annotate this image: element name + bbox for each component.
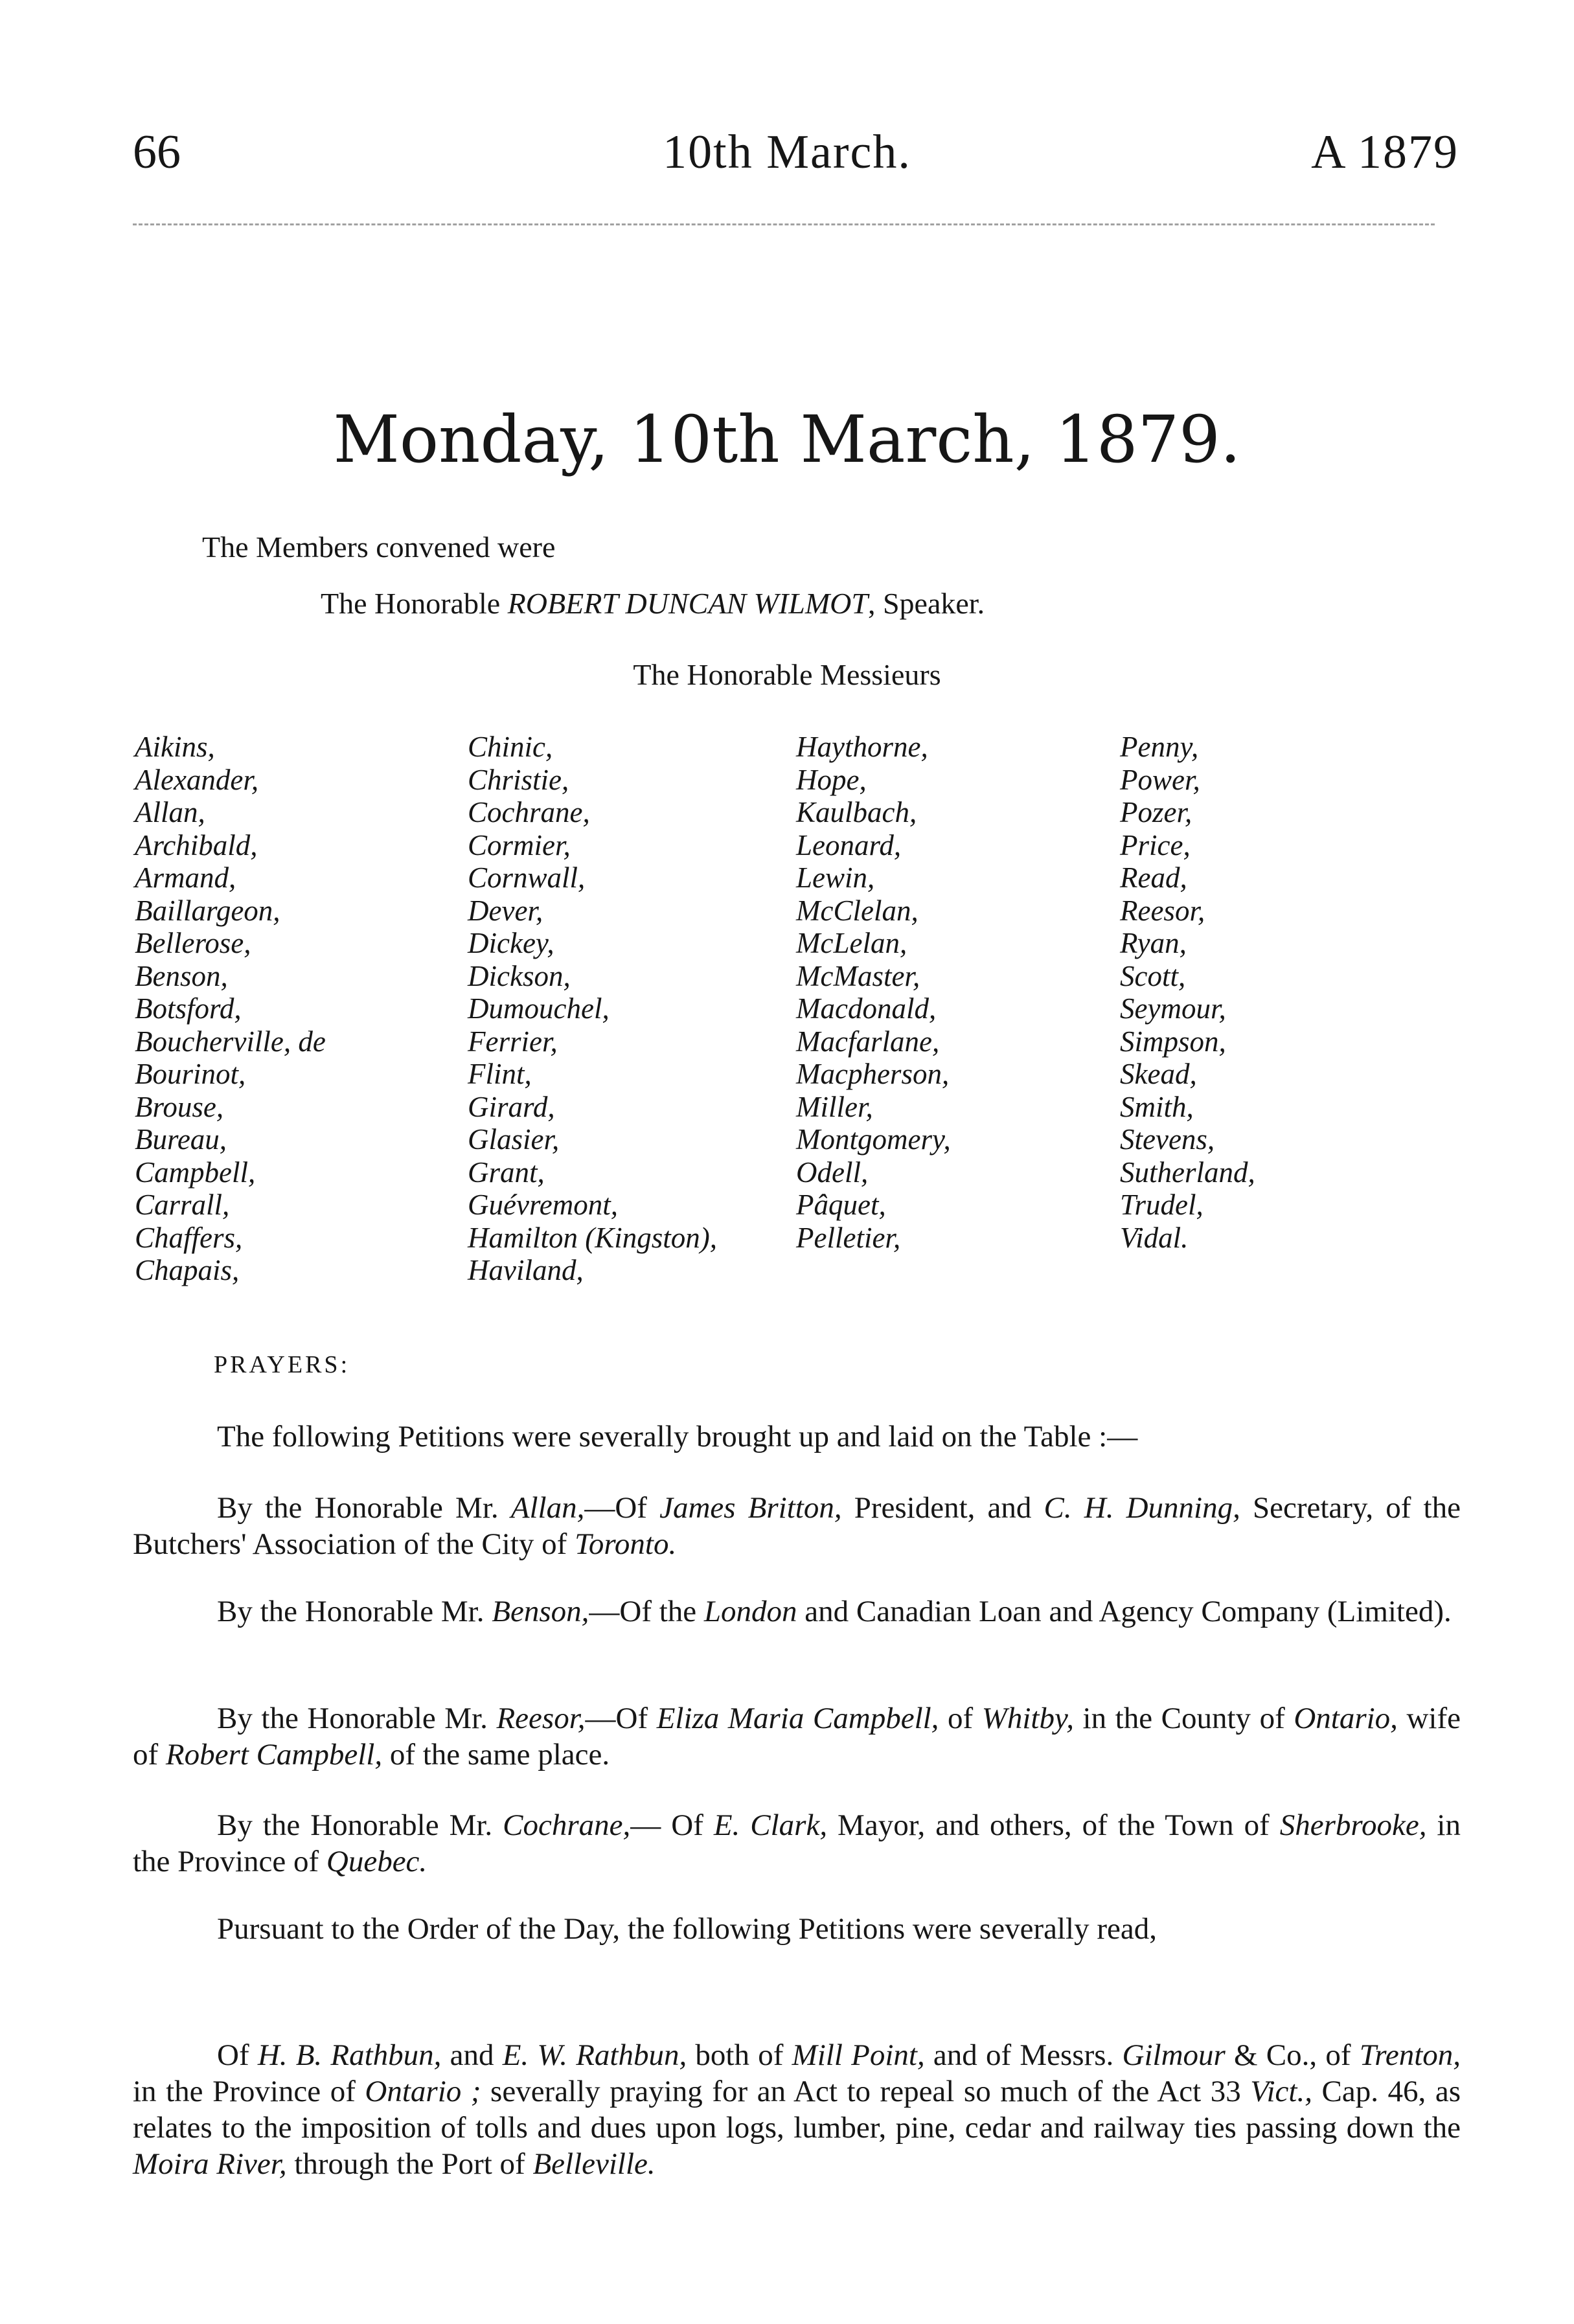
body-text: both of bbox=[687, 2038, 792, 2072]
member-name: Price, bbox=[1120, 828, 1191, 861]
member-name: Ferrier, bbox=[468, 1025, 558, 1058]
member-name: Dickson, bbox=[468, 959, 571, 992]
member-name: Haythorne, bbox=[796, 731, 928, 763]
member-name: Baillargeon, bbox=[135, 894, 280, 927]
petition-benson bbox=[133, 1593, 1461, 1630]
member-name: Pozer, bbox=[1120, 796, 1192, 828]
member-name: Vidal. bbox=[1120, 1221, 1189, 1254]
body-text: in the Province of bbox=[133, 1808, 1461, 1878]
members-column-4 bbox=[1120, 731, 1255, 1254]
member-name: Ryan, bbox=[1120, 927, 1187, 959]
italic-name-text: Ontario ; bbox=[365, 2075, 481, 2108]
member-name: Montgomery, bbox=[796, 1123, 951, 1156]
body-text: Secretary, of the Butchers' Association of the City of bbox=[133, 1491, 1461, 1561]
body-text: in the County of bbox=[1074, 1702, 1294, 1735]
member-name: Lewin, bbox=[796, 861, 875, 894]
italic-name-text: C. H. Dunning, bbox=[1044, 1491, 1240, 1525]
member-name: Scott, bbox=[1120, 959, 1186, 992]
italic-name-text: Trenton, bbox=[1359, 2038, 1461, 2072]
page-number: 66 bbox=[133, 126, 181, 179]
member-name: Campbell, bbox=[135, 1156, 256, 1189]
body-text: & Co., of bbox=[1225, 2038, 1360, 2072]
prayers-heading: PRAYERS: bbox=[214, 1351, 350, 1378]
member-name: Dumouchel, bbox=[468, 992, 610, 1025]
member-name: Miller, bbox=[796, 1090, 873, 1123]
speaker-suffix: , Speaker. bbox=[867, 587, 985, 620]
italic-name-text: Whitby, bbox=[981, 1702, 1074, 1735]
member-name: Cochrane, bbox=[468, 796, 590, 828]
italic-name-text: Toronto. bbox=[575, 1527, 677, 1561]
speaker-line bbox=[321, 586, 985, 621]
italic-name-text: Eliza Maria Campbell, bbox=[656, 1702, 939, 1735]
member-name: Aikins, bbox=[135, 731, 215, 763]
member-name: Stevens, bbox=[1120, 1123, 1215, 1156]
italic-name-text: Quebec. bbox=[326, 1845, 428, 1878]
body-text: Of bbox=[217, 2038, 258, 2072]
member-name: Allan, bbox=[135, 796, 205, 828]
speaker-prefix: The Honorable bbox=[321, 587, 508, 620]
member-name: Girard, bbox=[468, 1090, 555, 1123]
member-name: Chapais, bbox=[135, 1254, 240, 1286]
italic-name-text: E. W. Rathbun, bbox=[502, 2038, 687, 2072]
petition-allan bbox=[133, 1490, 1461, 1562]
italic-name-text: Vict., bbox=[1250, 2075, 1312, 2108]
italic-name-text: Robert Campbell, bbox=[165, 1738, 383, 1771]
body-text: and bbox=[441, 2038, 503, 2072]
body-text: By the Honorable Mr. bbox=[217, 1595, 492, 1628]
convened-line: The Members convened were bbox=[202, 530, 556, 564]
italic-name-text: Allan, bbox=[510, 1491, 585, 1525]
member-name: Haviland, bbox=[468, 1254, 584, 1286]
member-name: Smith, bbox=[1120, 1090, 1194, 1123]
body-text: By the Honorable Mr. bbox=[217, 1491, 511, 1525]
member-name: Cormier, bbox=[468, 828, 571, 861]
members-column-1 bbox=[135, 731, 326, 1287]
member-name: Trudel, bbox=[1120, 1189, 1203, 1221]
member-name: McClelan, bbox=[796, 894, 918, 927]
italic-name-text: E. Clark, bbox=[713, 1808, 828, 1842]
italic-name-text: H. B. Rathbun, bbox=[257, 2038, 442, 2072]
speaker-name: ROBERT DUNCAN WILMOT bbox=[507, 587, 868, 620]
member-name: Botsford, bbox=[135, 992, 242, 1025]
member-name: Carrall, bbox=[135, 1189, 230, 1221]
body-text: —Of the bbox=[589, 1595, 704, 1628]
italic-name-text: Reesor, bbox=[496, 1702, 586, 1735]
member-name: Guévremont, bbox=[468, 1189, 619, 1221]
member-name: Dever, bbox=[468, 894, 543, 927]
order-of-day: Pursuant to the Order of the Day, the following Petitions were severally read, bbox=[217, 1912, 1157, 1946]
member-name: Power, bbox=[1120, 763, 1200, 796]
members-column-2 bbox=[468, 731, 717, 1287]
members-list bbox=[135, 731, 1495, 1327]
member-name: Seymour, bbox=[1120, 992, 1226, 1025]
petition-cochrane bbox=[133, 1807, 1461, 1880]
running-head-year: A 1879 bbox=[1311, 126, 1459, 179]
italic-name-text: James Britton, bbox=[659, 1491, 842, 1525]
petitions-intro: The following Petitions were severally brought up and laid on the Table :— bbox=[217, 1420, 1138, 1453]
member-name: Penny, bbox=[1120, 731, 1199, 763]
member-name: Odell, bbox=[796, 1156, 869, 1189]
running-head-date: 10th March. bbox=[663, 126, 911, 179]
body-text: severally praying for an Act to repeal so much of the Act 33 bbox=[481, 2075, 1251, 2108]
page-title: Monday, 10th March, 1879. bbox=[333, 402, 1241, 477]
body-text: of the same place. bbox=[382, 1738, 610, 1771]
body-text: —Of bbox=[584, 1491, 660, 1525]
members-column-3 bbox=[796, 731, 951, 1254]
petition-rathbun bbox=[133, 2037, 1461, 2182]
body-text: of bbox=[939, 1702, 982, 1735]
member-name: Read, bbox=[1120, 861, 1187, 894]
member-name: Simpson, bbox=[1120, 1025, 1226, 1058]
member-name: Bureau, bbox=[135, 1123, 227, 1156]
member-name: Chaffers, bbox=[135, 1221, 243, 1254]
italic-name-text: Benson, bbox=[492, 1595, 589, 1628]
petition-reesor bbox=[133, 1700, 1461, 1773]
member-name: Bourinot, bbox=[135, 1058, 246, 1090]
member-name: Cornwall, bbox=[468, 861, 586, 894]
member-name: Dickey, bbox=[468, 927, 554, 959]
header-rule bbox=[133, 223, 1435, 225]
member-name: Macfarlane, bbox=[796, 1025, 940, 1058]
member-name: Chinic, bbox=[468, 731, 553, 763]
body-text: and Canadian Loan and Agency Company (Limited). bbox=[797, 1595, 1452, 1628]
italic-name-text: London bbox=[703, 1595, 797, 1628]
member-name: Skead, bbox=[1120, 1058, 1197, 1090]
body-text: Cap. 46, as relates to the imposition of tolls and dues upon logs, lumber, pine, cedar and railway ties passing down the bbox=[133, 2075, 1461, 2145]
body-text: Mayor, and others, of the Town of bbox=[827, 1808, 1280, 1842]
member-name: Leonard, bbox=[796, 828, 902, 861]
member-name: Benson, bbox=[135, 959, 228, 992]
member-name: Macdonald, bbox=[796, 992, 937, 1025]
member-name: Flint, bbox=[468, 1058, 532, 1090]
member-name: Reesor, bbox=[1120, 894, 1205, 927]
body-text: By the Honorable Mr. bbox=[217, 1702, 497, 1735]
member-name: Kaulbach, bbox=[796, 796, 917, 828]
member-name: Brouse, bbox=[135, 1090, 224, 1123]
member-name: Pelletier, bbox=[796, 1221, 901, 1254]
member-name: Sutherland, bbox=[1120, 1156, 1255, 1189]
italic-name-text: Gilmour bbox=[1122, 2038, 1226, 2072]
body-text: in the Province of bbox=[133, 2075, 365, 2108]
italic-name-text: Sherbrooke, bbox=[1279, 1808, 1427, 1842]
member-name: Glasier, bbox=[468, 1123, 560, 1156]
body-text: and of Messrs. bbox=[924, 2038, 1123, 2072]
messieurs-line: The Honorable Messieurs bbox=[633, 658, 941, 691]
member-name: Hamilton (Kingston), bbox=[468, 1221, 718, 1254]
italic-name-text: Belleville. bbox=[532, 2147, 656, 2181]
member-name: Armand, bbox=[135, 861, 236, 894]
member-name: McMaster, bbox=[796, 959, 920, 992]
italic-name-text: Moira River, bbox=[133, 2147, 287, 2181]
body-text: President, and bbox=[841, 1491, 1044, 1525]
member-name: Bellerose, bbox=[135, 927, 251, 959]
member-name: Pâquet, bbox=[796, 1189, 886, 1221]
member-name: Grant, bbox=[468, 1156, 545, 1189]
italic-name-text: Mill Point, bbox=[792, 2038, 925, 2072]
body-text: By the Honorable Mr. bbox=[217, 1808, 503, 1842]
member-name: Archibald, bbox=[135, 828, 258, 861]
body-text: — Of bbox=[630, 1808, 714, 1842]
member-name: Christie, bbox=[468, 763, 569, 796]
member-name: Macpherson, bbox=[796, 1058, 950, 1090]
member-name: Boucherville, de bbox=[135, 1025, 326, 1058]
body-text: through the Port of bbox=[286, 2147, 533, 2181]
member-name: McLelan, bbox=[796, 927, 907, 959]
italic-name-text: Ontario, bbox=[1294, 1702, 1398, 1735]
member-name: Hope, bbox=[796, 763, 867, 796]
body-text: —Of bbox=[585, 1702, 657, 1735]
member-name: Alexander, bbox=[135, 763, 259, 796]
body-text: wife of bbox=[133, 1702, 1461, 1771]
italic-name-text: Cochrane, bbox=[503, 1808, 631, 1842]
